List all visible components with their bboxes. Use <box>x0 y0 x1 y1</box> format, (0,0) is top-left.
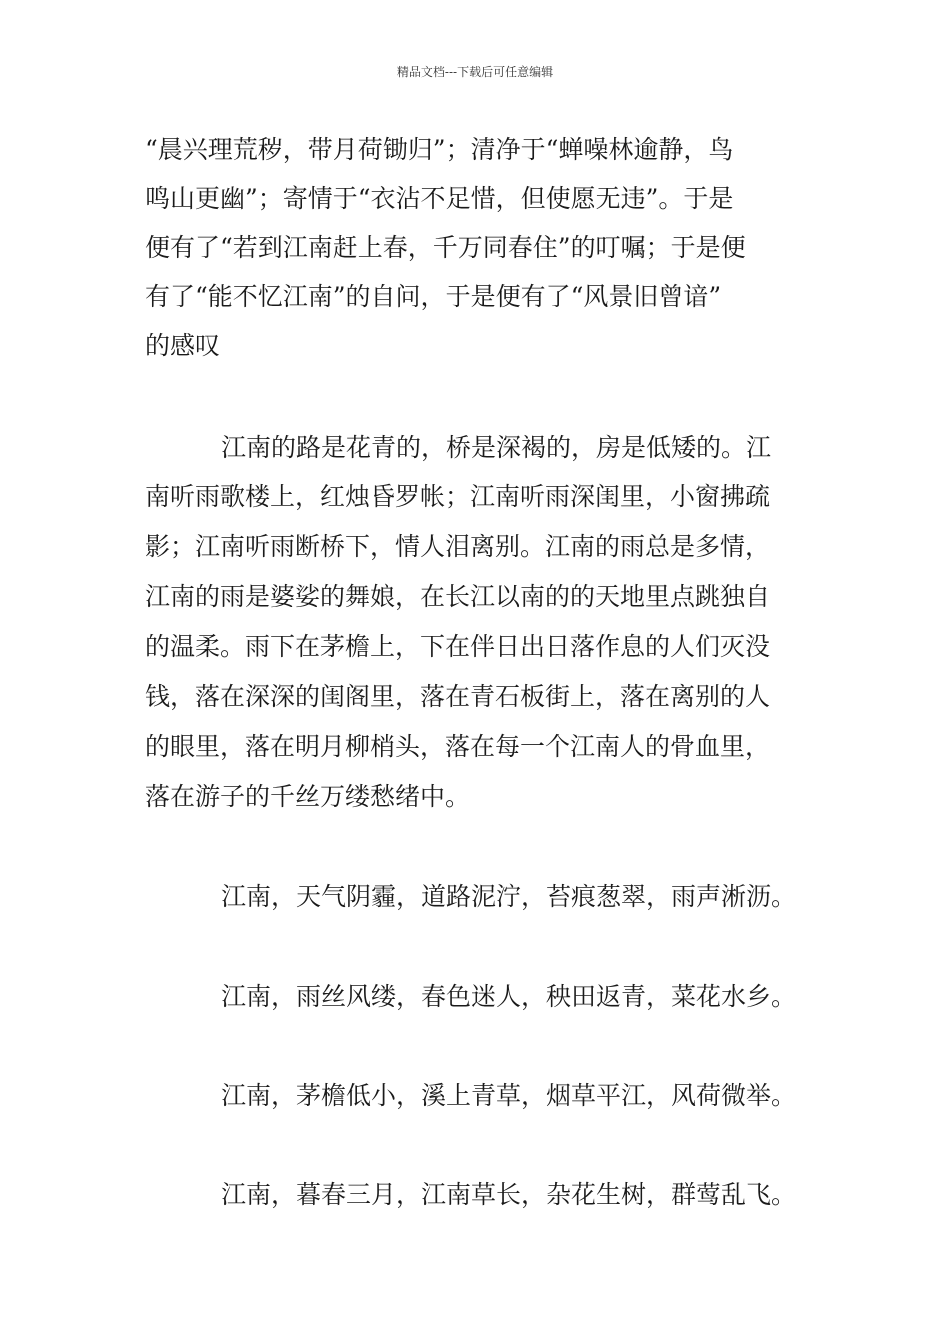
verse-line: 江南，雨丝风缕，春色迷人，秧田返青，菜花水乡。 <box>221 982 797 1011</box>
verse-line: 江南，天气阴霾，道路泥泞，苔痕葱翠，雨声淅沥。 <box>221 882 797 911</box>
paragraph-2-line: 江南的雨是婆娑的舞娘，在长江以南的的天地里点跳独自 <box>145 582 771 611</box>
page-header: 精品文档---下载后可任意编辑 <box>396 65 554 79</box>
paragraph-2-line: 的眼里，落在明月柳梢头，落在每一个江南人的骨血里， <box>145 732 771 761</box>
verse-line: 江南，暮春三月，江南草长，杂花生树，群莺乱飞。 <box>221 1180 797 1209</box>
paragraph-2-line: 钱，落在深深的闺阁里，落在青石板街上，落在离别的人 <box>145 682 771 711</box>
paragraph-2-line: 影；江南听雨断桥下，情人泪离别。江南的雨总是多情， <box>145 532 771 561</box>
paragraph-2-line: 的温柔。雨下在茅檐上，下在伴日出日落作息的人们灭没 <box>145 632 771 661</box>
paragraph-1-line: 的感叹 <box>145 331 221 360</box>
paragraph-2-line: 江南的路是花青的，桥是深褐的，房是低矮的。江 <box>221 433 772 462</box>
paragraph-1-line: “晨兴理荒秽，带月荷锄归”；清净于“蝉噪林逾静，鸟 <box>145 135 734 164</box>
paragraph-1-line: 有了“能不忆江南”的自问，于是便有了“风景旧曾谙” <box>145 282 722 311</box>
paragraph-1-line: 便有了“若到江南赶上春，千万同春住”的叮嘱；于是便 <box>145 233 746 262</box>
verse-line: 江南，茅檐低小，溪上青草，烟草平江，风荷微举。 <box>221 1081 797 1110</box>
paragraph-2-line: 落在游子的千丝万缕愁绪中。 <box>145 782 471 811</box>
paragraph-2-line: 南听雨歌楼上，红烛昏罗帐；江南听雨深闺里，小窗拂疏 <box>145 482 771 511</box>
paragraph-1-line: 鸣山更幽”；寄情于“衣沾不足惜，但使愿无违”。于是 <box>145 184 734 213</box>
